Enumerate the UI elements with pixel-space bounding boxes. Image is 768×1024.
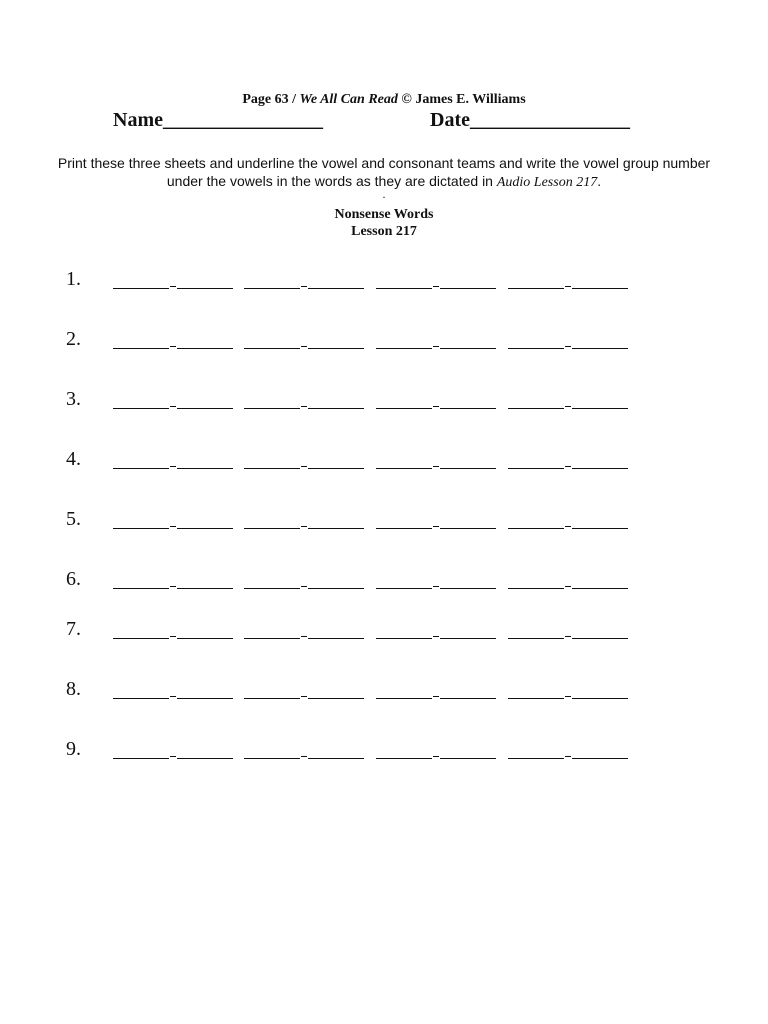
blank-underline-left xyxy=(376,698,432,699)
syllable-hyphen xyxy=(565,406,571,407)
blank-underline-right xyxy=(440,638,496,639)
blank-underline-right xyxy=(572,588,628,589)
syllable-blank[interactable] xyxy=(376,266,498,292)
syllable-hyphen xyxy=(301,586,307,587)
answer-row xyxy=(66,676,666,706)
page-label: Page 63 / xyxy=(242,92,300,107)
blank-underline-right xyxy=(308,698,364,699)
blank-underline-right xyxy=(177,638,233,639)
syllable-blank[interactable] xyxy=(244,566,366,592)
blank-underline-left xyxy=(508,588,564,589)
blank-underline-right xyxy=(572,638,628,639)
syllable-blank[interactable] xyxy=(508,736,630,762)
blank-underline-right xyxy=(572,468,628,469)
syllable-blank[interactable] xyxy=(244,506,366,532)
syllable-blank[interactable] xyxy=(244,616,366,642)
instructions-end: . xyxy=(597,173,602,189)
syllable-blank[interactable] xyxy=(244,266,366,292)
blank-underline-right xyxy=(177,758,233,759)
blank-underline-right xyxy=(572,758,628,759)
blank-underline-right xyxy=(440,408,496,409)
syllable-hyphen xyxy=(301,696,307,697)
syllable-hyphen xyxy=(433,346,439,347)
blank-underline-left xyxy=(376,288,432,289)
syllable-hyphen xyxy=(565,346,571,347)
syllable-blank[interactable] xyxy=(244,736,366,762)
syllable-hyphen xyxy=(301,636,307,637)
answer-row xyxy=(66,446,666,476)
blank-underline-left xyxy=(376,468,432,469)
blank-underline-left xyxy=(376,588,432,589)
blank-underline-left xyxy=(113,698,169,699)
syllable-blank[interactable] xyxy=(376,446,498,472)
syllable-blank[interactable] xyxy=(113,736,235,762)
blank-underline-left xyxy=(113,468,169,469)
syllable-hyphen xyxy=(301,406,307,407)
syllable-hyphen xyxy=(565,286,571,287)
blank-underline-right xyxy=(177,698,233,699)
answer-row xyxy=(66,386,666,416)
blank-underline-left xyxy=(244,408,300,409)
copyright-notice: © James E. Williams xyxy=(397,92,526,107)
syllable-blank[interactable] xyxy=(113,676,235,702)
blank-underline-left xyxy=(244,698,300,699)
blank-underline-right xyxy=(572,528,628,529)
blank-underline-right xyxy=(177,348,233,349)
syllable-hyphen xyxy=(565,756,571,757)
syllable-hyphen xyxy=(301,466,307,467)
syllable-hyphen xyxy=(433,586,439,587)
row-number: 5. xyxy=(66,508,81,530)
audio-lesson-reference: Audio Lesson 217 xyxy=(496,175,598,190)
syllable-hyphen xyxy=(565,466,571,467)
syllable-blank[interactable] xyxy=(508,326,630,352)
row-number: 3. xyxy=(66,388,81,410)
answer-row xyxy=(66,506,666,536)
answer-row xyxy=(66,616,666,646)
syllable-blank[interactable] xyxy=(244,446,366,472)
blank-underline-left xyxy=(508,348,564,349)
blank-underline-left xyxy=(508,288,564,289)
blank-underline-left xyxy=(508,758,564,759)
row-number: 7. xyxy=(66,618,81,640)
syllable-hyphen xyxy=(301,286,307,287)
syllable-blank[interactable] xyxy=(113,386,235,412)
syllable-blank[interactable] xyxy=(508,676,630,702)
blank-underline-right xyxy=(308,468,364,469)
blank-underline-right xyxy=(177,588,233,589)
page-header xyxy=(0,92,768,108)
blank-underline-left xyxy=(113,528,169,529)
blank-underline-right xyxy=(308,758,364,759)
answer-row xyxy=(66,736,666,766)
syllable-blank[interactable] xyxy=(508,446,630,472)
book-title: We All Can Read xyxy=(299,92,398,107)
syllable-blank[interactable] xyxy=(376,386,498,412)
syllable-hyphen xyxy=(433,286,439,287)
blank-underline-left xyxy=(376,408,432,409)
syllable-hyphen xyxy=(565,526,571,527)
syllable-blank[interactable] xyxy=(113,326,235,352)
row-number: 8. xyxy=(66,678,81,700)
syllable-blank[interactable] xyxy=(376,326,498,352)
syllable-blank[interactable] xyxy=(113,506,235,532)
syllable-hyphen xyxy=(301,756,307,757)
answer-row xyxy=(66,326,666,356)
syllable-blank[interactable] xyxy=(376,616,498,642)
syllable-blank[interactable] xyxy=(244,676,366,702)
stray-mark: . xyxy=(382,187,386,201)
blank-underline-right xyxy=(308,528,364,529)
syllable-blank[interactable] xyxy=(376,506,498,532)
section-title: Nonsense Words xyxy=(334,207,434,222)
syllable-hyphen xyxy=(433,636,439,637)
blank-underline-right xyxy=(308,408,364,409)
syllable-hyphen xyxy=(170,286,176,287)
section-subtitle: Lesson 217 xyxy=(351,224,417,239)
blank-underline-left xyxy=(508,528,564,529)
syllable-blank[interactable] xyxy=(376,676,498,702)
blank-underline-left xyxy=(113,638,169,639)
syllable-hyphen xyxy=(170,466,176,467)
blank-underline-left xyxy=(244,528,300,529)
blank-underline-right xyxy=(440,528,496,529)
syllable-hyphen xyxy=(170,696,176,697)
section-heading xyxy=(0,206,768,240)
row-number: 9. xyxy=(66,738,81,760)
blank-underline-right xyxy=(308,638,364,639)
blank-underline-left xyxy=(376,758,432,759)
blank-underline-left xyxy=(508,698,564,699)
syllable-blank[interactable] xyxy=(113,446,235,472)
blank-underline-right xyxy=(572,288,628,289)
syllable-blank[interactable] xyxy=(376,566,498,592)
blank-underline-left xyxy=(113,408,169,409)
syllable-blank[interactable] xyxy=(508,386,630,412)
syllable-blank[interactable] xyxy=(244,386,366,412)
syllable-hyphen xyxy=(565,586,571,587)
row-number: 1. xyxy=(66,268,81,290)
syllable-hyphen xyxy=(170,586,176,587)
syllable-hyphen xyxy=(170,346,176,347)
blank-underline-right xyxy=(440,348,496,349)
syllable-blank[interactable] xyxy=(508,616,630,642)
blank-underline-right xyxy=(177,408,233,409)
syllable-blank[interactable] xyxy=(113,266,235,292)
syllable-hyphen xyxy=(301,346,307,347)
instructions-body: Print these three sheets and underline the vowel and consonant teams and write the vowel group number under the vowels in the words as they are dictated in xyxy=(57,155,711,189)
date-field: Date________________ xyxy=(430,109,630,131)
row-number: 6. xyxy=(66,568,81,590)
syllable-blank[interactable] xyxy=(113,616,235,642)
blank-underline-right xyxy=(308,588,364,589)
syllable-blank[interactable] xyxy=(113,566,235,592)
blank-underline-right xyxy=(572,408,628,409)
row-number: 2. xyxy=(66,328,81,350)
blank-underline-right xyxy=(308,348,364,349)
blank-underline-left xyxy=(244,638,300,639)
blank-underline-left xyxy=(508,638,564,639)
blank-underline-left xyxy=(244,348,300,349)
answer-row xyxy=(66,566,666,596)
blank-underline-left xyxy=(508,408,564,409)
blank-underline-left xyxy=(376,638,432,639)
syllable-blank[interactable] xyxy=(244,326,366,352)
blank-underline-right xyxy=(572,698,628,699)
syllable-blank[interactable] xyxy=(508,266,630,292)
syllable-hyphen xyxy=(170,756,176,757)
blank-underline-left xyxy=(244,588,300,589)
blank-underline-right xyxy=(308,288,364,289)
row-number: 4. xyxy=(66,448,81,470)
syllable-hyphen xyxy=(433,696,439,697)
answer-row xyxy=(66,266,666,296)
blank-underline-left xyxy=(244,468,300,469)
syllable-blank[interactable] xyxy=(376,736,498,762)
blank-underline-right xyxy=(572,348,628,349)
blank-underline-right xyxy=(440,588,496,589)
syllable-blank[interactable] xyxy=(508,506,630,532)
syllable-hyphen xyxy=(433,466,439,467)
syllable-hyphen xyxy=(170,636,176,637)
blank-underline-left xyxy=(113,588,169,589)
blank-underline-right xyxy=(177,528,233,529)
syllable-hyphen xyxy=(565,696,571,697)
syllable-hyphen xyxy=(433,526,439,527)
blank-underline-right xyxy=(440,288,496,289)
syllable-hyphen xyxy=(301,526,307,527)
blank-underline-left xyxy=(376,348,432,349)
syllable-blank[interactable] xyxy=(508,566,630,592)
blank-underline-left xyxy=(244,758,300,759)
blank-underline-right xyxy=(177,468,233,469)
blank-underline-left xyxy=(508,468,564,469)
blank-underline-left xyxy=(376,528,432,529)
syllable-hyphen xyxy=(433,756,439,757)
blank-underline-right xyxy=(440,468,496,469)
syllable-hyphen xyxy=(433,406,439,407)
syllable-hyphen xyxy=(170,406,176,407)
blank-underline-left xyxy=(244,288,300,289)
syllable-hyphen xyxy=(565,636,571,637)
blank-underline-right xyxy=(440,758,496,759)
syllable-hyphen xyxy=(170,526,176,527)
name-field: Name________________ xyxy=(113,109,323,131)
blank-underline-left xyxy=(113,758,169,759)
blank-underline-right xyxy=(177,288,233,289)
blank-underline-left xyxy=(113,348,169,349)
blank-underline-left xyxy=(113,288,169,289)
blank-underline-right xyxy=(440,698,496,699)
